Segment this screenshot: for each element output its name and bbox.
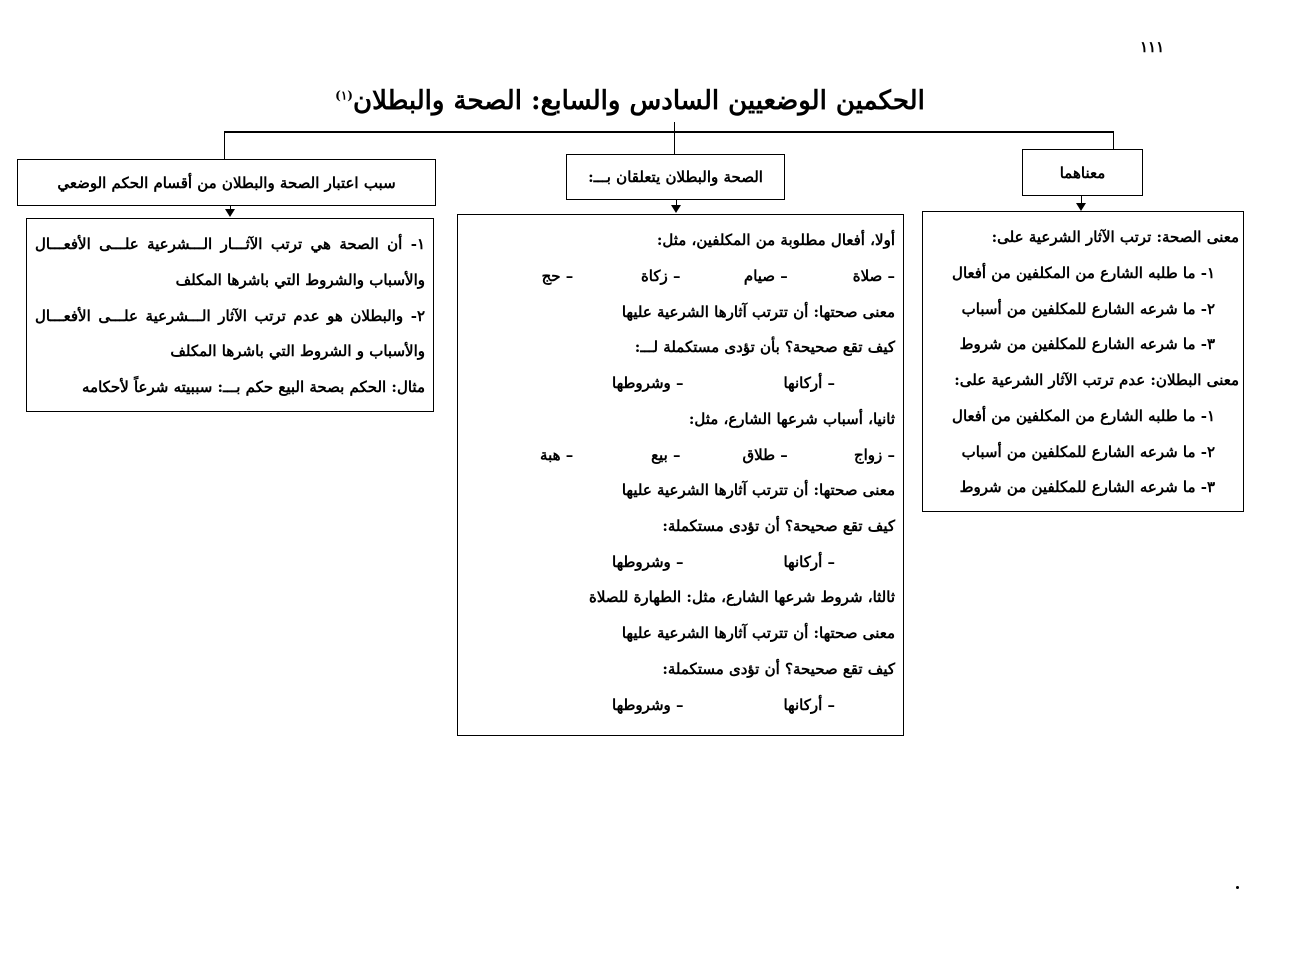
example-item: – هبة <box>540 446 574 464</box>
reason-item-1-line-2: والأسباب والشروط التي باشرها المكلف <box>175 271 425 289</box>
butlan-item: ٣- ما شرعه الشارع للمكلفين من شروط <box>959 478 1215 496</box>
sahha-item: ٢- ما شرعه الشارع للمكلفين من أسباب <box>961 300 1215 318</box>
section1-heading: أولا، أفعال مطلوبة من المكلفين، مثل: <box>656 231 895 249</box>
arrow-down-icon <box>671 205 681 213</box>
section3-heading: ثالثا، شروط شرعها الشارع، مثل: الطهارة للصلاة <box>589 588 895 606</box>
section2-how: كيف تقع صحيحة؟ أن تؤدى مستكملة: <box>662 517 895 535</box>
part-item: – أركانها <box>783 696 835 714</box>
connector-horizontal <box>224 131 1114 133</box>
page-number: ١١١ <box>1140 38 1165 56</box>
header-meaning-label: معناهما <box>1059 163 1106 182</box>
example-item: – صلاة <box>852 267 895 285</box>
scan-dot <box>1236 886 1239 889</box>
section1-meaning: معنى صحتها: أن تترتب آثارها الشرعية عليها <box>621 303 895 321</box>
sahha-item: ١- ما طلبه الشارع من المكلفين من أفعال <box>952 264 1215 282</box>
section2-heading: ثانيا، أسباب شرعها الشارع، مثل: <box>688 410 895 428</box>
related-content-box <box>457 214 904 736</box>
footnote-marker: (١) <box>335 88 353 103</box>
page-title <box>310 86 950 116</box>
butlan-heading: معنى البطلان: عدم ترتب الآثار الشرعية على: <box>954 371 1239 389</box>
header-related-label: الصحة والبطلان يتعلقان بـــ: <box>588 168 763 186</box>
meaning-content-box <box>922 211 1244 512</box>
header-box-meaning <box>1022 149 1143 196</box>
section3-meaning: معنى صحتها: أن تترتب آثارها الشرعية عليها <box>621 624 895 642</box>
example-item: – صيام <box>743 267 788 285</box>
section3-how: كيف تقع صحيحة؟ أن تؤدى مستكملة: <box>662 660 895 678</box>
example-item: – زواج <box>853 446 895 464</box>
section1-how: كيف تقع صحيحة؟ بأن تؤدى مستكملة لـــ: <box>634 338 895 356</box>
connector-middle-branch <box>674 131 675 154</box>
arrow-down-icon <box>225 209 235 217</box>
butlan-item: ٢- ما شرعه الشارع للمكلفين من أسباب <box>961 443 1215 461</box>
reason-item-1-line-1: ١- أن الصحة هي ترتب الآثـــار الـــشرعية علـــى الأفعـــال <box>35 235 425 253</box>
section1-parts-row <box>466 372 895 394</box>
part-item: – وشروطها <box>612 696 684 714</box>
section3-parts-row <box>466 694 895 716</box>
part-item: – أركانها <box>783 553 835 571</box>
part-item: – وشروطها <box>612 553 684 571</box>
example-item: – بيع <box>651 446 681 464</box>
example-item: – حج <box>541 267 574 285</box>
example-item: – زكاة <box>640 267 681 285</box>
header-reason-label: سبب اعتبار الصحة والبطلان من أقسام الحكم الوضعي <box>57 173 396 192</box>
sahha-heading: معنى الصحة: ترتب الآثار الشرعية على: <box>991 228 1239 246</box>
part-item: – أركانها <box>783 374 835 392</box>
reason-content-box <box>26 218 434 412</box>
connector-right-branch <box>1113 131 1114 149</box>
section2-meaning: معنى صحتها: أن تترتب آثارها الشرعية عليها <box>621 481 895 499</box>
reason-example: مثال: الحكم بصحة البيع حكم بـــ: سببيته شرعاً لأحكامه <box>82 378 425 396</box>
sahha-item: ٣- ما شرعه الشارع للمكلفين من شروط <box>959 335 1215 353</box>
example-item: – طلاق <box>742 446 788 464</box>
section1-examples-row <box>466 265 895 287</box>
header-box-related-to <box>566 154 785 200</box>
arrow-down-icon <box>1076 203 1086 211</box>
section2-examples-row <box>466 444 895 466</box>
header-box-reason <box>17 159 436 206</box>
reason-item-2-line-2: والأسباب و الشروط التي باشرها المكلف <box>170 342 425 360</box>
butlan-item: ١- ما طلبه الشارع من المكلفين من أفعال <box>952 407 1215 425</box>
title-text: الحكمين الوضعيين السادس والسابع: الصحة والبطلان <box>352 86 925 116</box>
connector-left-branch <box>224 131 225 159</box>
part-item: – وشروطها <box>612 374 684 392</box>
section2-parts-row <box>466 551 895 573</box>
reason-item-2-line-1: ٢- والبطلان هو عدم ترتب الآثار الـــشرعية علـــى الأفعـــال <box>35 307 425 325</box>
